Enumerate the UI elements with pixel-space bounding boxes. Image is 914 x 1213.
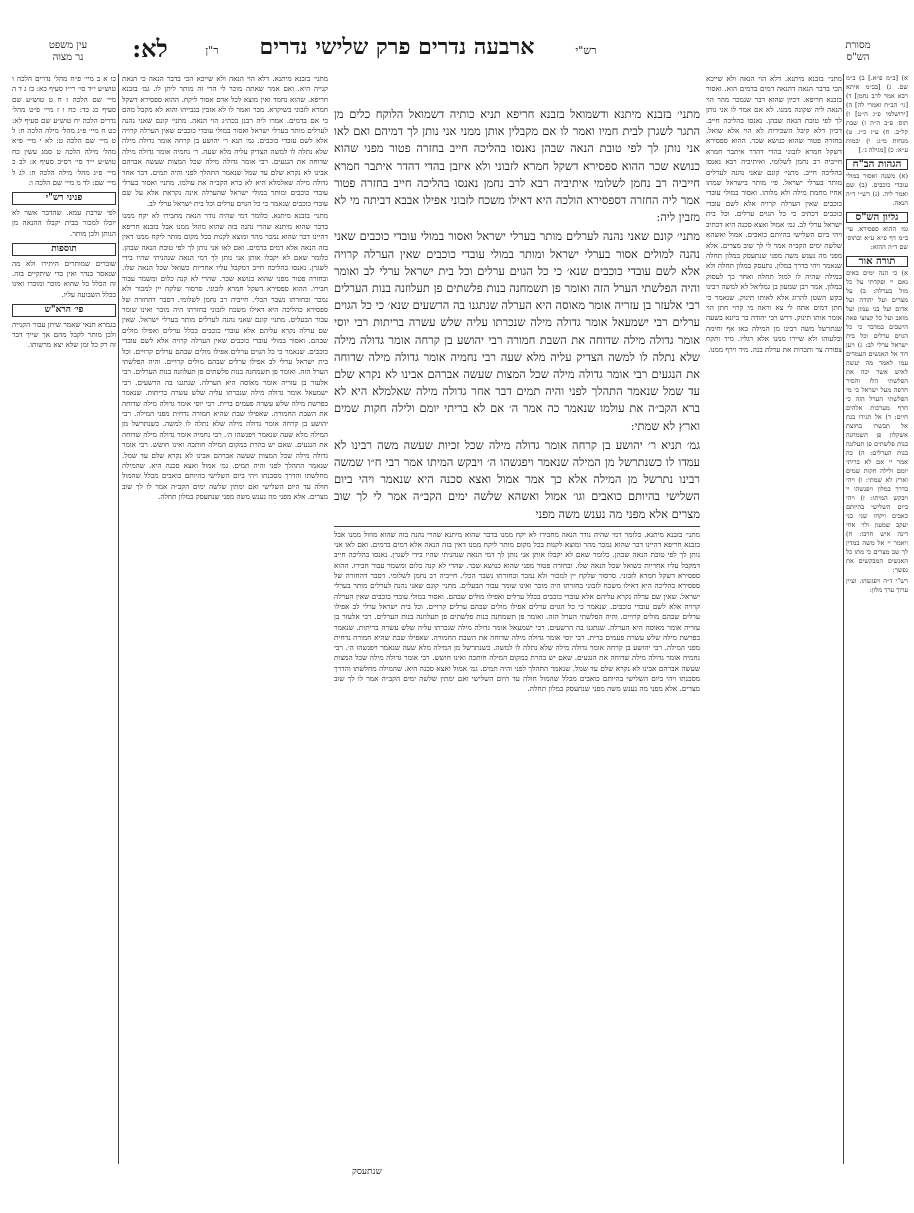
masoret-column [846, 74, 908, 1164]
masoret-label: מסורת הש"ס [845, 40, 871, 63]
gemara-paragraph: מתני׳ קונם שאני נהנה לערלים מותר בערלי ישראל ואסור במולי עובדי כוכבים שאני נהנה למולים אסור בערלי ישראל ומותר במולי עובדי כוכבים שאין הערלה קרויה אלא לשם עובדי כוכבים שנא׳ כי כל הגוים ערלים וכל בית ישראל ערלי לב ואומר והיה הפלשתי הערל הזה ואומר פן תשמחנה בנות פלשתים פן תעלוזנה בנות הערלים רבי אלעזר בן עזריה אומר מאוסה היא הערלה שנתגנו בה הרשעים שנא׳ כי כל הגוים ערלים רבי ישמעאל אומר גדולה מילה שנכרתו עליה שלש עשרה בריתות רבי יוסי אומר גדולה מילה שדוחה את השבת חמורה רבי יהושע בן קרחה אומר גדולה מילה שלא נתלה לו למשה הצדיק עליה מלא שעה רבי נחמיה אומר גדולה מילה שדוחה את הנגעים רבי אומר גדולה מילה שכל המצות שעשה אברהם אבינו לא נקרא שלם עד שמל שנאמר התהלך לפני והיה תמים דבר אחר גדולה מילה שאלמלא היא לא ברא הקב״ה את עולמו שנאמר כה אמר ה׳ אם לא בריתי יומם ולילה חקות שמים וארץ לא שמתי: [334, 229, 700, 433]
tosafot-heading: תוספות [12, 243, 116, 255]
gilyon-heading: גליון הש"ס [846, 212, 908, 223]
gilyon-text: גמ׳ ההוא ספסירא. עי׳ ב״מ דף פ״א ע״א ובתוס׳ שם ד״ה ההוא: [846, 225, 908, 251]
hagahot-text: (א) משנה ואסור במולי עובדי כוכבים. (ב) שם ואמר ליה. (ג) רש״י ד״ה הנאה. [846, 172, 908, 207]
masoret-text: א) [ב״מ פ״א.] ב) ב״מ שם. ג) [בב״מ איתא רבא אמר לרב נחמן] ד) [גי׳ הב״ח ואמרי לה] ה) [ירושלמי פ״ג ה״ט] ו) תוס׳ פ״ב ה״ה ז) שבת קל״ב. ח) ע״ז כ״ז. ט) מנחות מ״ג: י) יבמות ע״א: כ) [מגילה ג׳.] [846, 74, 908, 154]
ein-mishpat-text: כו א ב מיי׳ פ״ח מהל׳ נדרים הלכה ו טוש״ע י״ד סי׳ רי״ז סעיף כא: כז ג ד ה מיי׳ שם הלכה ז ח ט טוש״ע שם סעיף כג כד: כח ו ז מיי׳ פ״ט מהל׳ נדרים הלכה יח טוש״ע שם סעיף לא: כט ח מיי׳ פ״ג מהל׳ מילה הלכה ח: ל ט מיי׳ שם הלכה ט: לא י מיי׳ פ״א מהל׳ מילה הלכה ט סמג עשין כח טוש״ע י״ד סי׳ רס״ב סעיף א: לב כ מיי׳ פ״ג מהל׳ מילה הלכה ח: לג ל מיי׳ שם: לד מ מיי׳ שם הלכה ו: [12, 74, 116, 188]
ran-commentary-text: מתני׳ בזבנא מיתנא. דלא הוי הנאה ולא שייכא הכי בדבר הנאה כי הנאת קנייה היא. ואם אמר שאתה מוכר לי הרי זה מותר ליתן לו. גמ׳ בזבנא חריפא. שהוא נחמד ואין מוצא לכל אדם אסור ליקח. ההוא ספסירא דשקל חמרא לזבוני בשיקרא. מכר ואמר לו לא אזבין בגבייהו והוא לא מקבל מהם כי אם בדמים. אמרו ליה רבנן בכה״ג הוי הנאה. מתני׳ קונם שאני נהנה לערלים מותר בערלי ישראל ואסור במולי עובדי כוכבים שאין הערלה קרויה אלא לשם עובדי כוכבים. גמ׳ תנא ר׳ יהושע בן קרחה אומר גדולה מילה שלא נתלה לו למשה הצדיק עליה מלא שעה. ר׳ נחמיה אומר גדולה מילה שדוחה את הנגעים. רבי אומר גדולה מילה שכל המצות שעשה אברהם אבינו לא נקרא שלם עד שמל שנאמר התהלך לפני והיה תמים. דבר אחר גדולה מילה שאלמלא היא לא ברא הקב״ה את עולמו. מתני׳ ואסור בערלי עובדי כוכבים ומותר במולי ישראל שהערלה אינה נקראת אלא על שם עובדי כוכבים שנאמר כי כל הגוים ערלים וכל בית ישראל ערלי לב. [122, 74, 328, 208]
rashi-commentary-column [706, 74, 842, 1154]
ran-commentary-column [122, 74, 328, 1154]
gemara-main-column [334, 106, 700, 1166]
column-divider [843, 74, 844, 1164]
column-divider [118, 74, 119, 1164]
catchword: שנתעסק [352, 1167, 382, 1177]
penei-rashi-text: לפי שרבת עמא. שהדבר אשר לא יוכלו למכור בבית יקבלו ההנאה מן הנותן ולכן מותר. [12, 207, 116, 238]
torah-or-text: א) כי הנה ימים באים נאם יי ופקדתי על כל מול בערלה: ב) על מצרים ועל יהודה ועל אדום ועל בני עמון ועל מואב ועל כל קצוצי פאה הישבים במדבר כי כל הגוים ערלים וכל בית ישראל ערלי לב: ג) ויען דוד אל האנשים העמדים עמו לאמר מה יעשה לאיש אשר יכה את הפלשתי הלז והסיר חרפה מעל ישראל כי מי הפלשתי הערל הזה כי חרף מערכות אלהים חיים: ד) אל תגידו בגת אל תבשרו בחוצת אשקלון פן תשמחנה בנות פלשתים פן תעלזנה בנות הערלים: ה) כה אמר יי אם לא בריתי יומם ולילה חקות שמים וארץ לא שמתי: ו) ויהי בדרך במלון ויפגשהו יי ויבקש המיתו: ז) ויהי ביום השלישי בהיותם כאבים ויקחו שני בני יעקב שמעון ולוי אחי דינה איש חרבו: ח) ויאמר יי אל משה במדין לך שב מצרים כי מתו כל האנשים המבקשים את נפשך: [846, 269, 908, 574]
penei-rashi-heading: פניני רש"י [12, 192, 116, 204]
gemara-paragraph: גמ׳ תניא ר׳ יהושע בן קרחה אומר גדולה מילה שכל זכיות שעשה משה רבינו לא עמדו לו כשנתרשל מן המילה שנאמר ויפגשהו ה׳ ויבקש המיתו אמר רבי ח״ו שמשה רבינו נתרשל מן המילה אלא כך אמר אמול ואצא סכנה היא שנאמר ויהי ביום השלישי בהיותם כואבים וגו׳ אמול ואשהא שלשה ימים הקב״ה אמר לי לך שוב מצרים אלא מפני מה נענש משה מפני [334, 437, 700, 521]
rashi-masoret-note: רש"י ד״ה ויפגשהו. ועיין ערוך ערך מלון: [846, 577, 908, 594]
tosafot-left-text: שוברים שמותרים היתירו ולא מה שנאסר בנדר ואין כדי שיתקיים בזה. זה הכלל כל שהוא מוכר ומוכרו ואינו בכלל השבועה עליו. [12, 258, 116, 299]
section-divider [334, 526, 700, 527]
rashi-bottom-commentary: מתני׳ בזבנא מיתנא. כלומר דמי שהיה נודר הנאה מחבירו לא יקח ממנו בדבר שהוא מיתנא שהרי נהנה בזה שהוא מוזול ממנו אבל בזבנא חריפא דהיינו דבר שהוא נמכר מהר ומוצא לקנות בכל מקום מותר ליקח ממנו דאין בזה הנאה אלא דמים בדמים. ואם לאו אני נותן לך לפי טובת הנאה שבהן. כלומר שאם לא יקבלו אותן אני נותן לך דמי הנאה שנהניתי שהיו בידי לשגרן. נאנסו בהליכה חייב דמקבל עליו אחריות כשואל שכל הנאה שלו. ובחזרה פטור מפני שהוא כנושא שכר. שהרי לא קנה כלום ומשמר עבור חבירו. ההוא ספסירא דשקל חמרא לזבוני. סרסור שלקח יין למכור ולא נמכר ובחזרתו נשבר הכלי. חייביה רב נחמן לשלומי. דסבר דהחזרה של ספסירא כהליכה היא דאילו משכח לזבוני בחזרתו היה מוכר ואינו שומר עבור הבעלים. מתני׳ קונם שאני נהנה לערלים מותר בערלי ישראל. שאין שם ערלה נקרא עליהם אלא עובדי כוכבים בכלל ערלים ואפילו מולים שבהם. ואסור במולי עובדי כוכבים שאין הערלה קרויה אלא לשם עובדי כוכבים. שנאמר כי כל הגוים ערלים אפילו מולים שבהם ערלים קרויים. וכל בית ישראל ערלי לב אפילו ערלים שבהם מולים קרויים. והיה הפלשתי הערל הזה. ואומר פן תשמחנה בנות פלשתים פן תעלוזנה בנות הערלים. רבי אלעזר בן עזריה אומר מאוסה היא הערלה. שנתגנו בה הרשעים. רבי ישמעאל אומר גדולה מילה שנכרתו עליה שלש עשרה בריתות. שנאמר בפרשת מילה שלש עשרה פעמים ברית. רבי יוסי אומר גדולה מילה שדוחה את השבת החמורה. שאפילו שבת שהיא חמורה נדחית מפני המילה. רבי יהושע בן קרחה אומר גדולה מילה שלא נתלה לו למשה. כשנתרשל מן המילה מלא שעה שנאמר ויפגשהו ה׳. רבי נחמיה אומר גדולה מילה שדוחה את הנגעים. שאם יש בהרת במקום המילה חותכה ואינו חושש. רבי אומר גדולה מילה שכל המצות שעשה אברהם אבינו לא נקרא שלם עד שמל. שנאמר התהלך לפני והיה תמים. גמ׳ אמול ואצא סכנה היא. שהמילה מחלשתו והדרך מסכנתו ויהי ביום השלישי בהיותם כואבים מכלל שהמול חולה עד היום השלישי ואם ימתין שלשה ימים הקב״ה אמר לו לך שוב מצרים. אלא מפני מה נענש משה מפני שנתעסק במלון תחלה. [334, 529, 700, 694]
gemara-paragraph: מתני׳ בזבנא מיתנא ודשמואל בזבנא חריפא תניא כותיה דשמואל הלוקח כלים מן התגר לשגרן לבית חמיו ואמר לו אם מקבלין אותן ממני אני נותן לך דמיהם ואם לאו אני נותן לך לפי טובת הנאה שבהן נאנסו בהליכה חייב בחזרה פטור מפני שהוא כנושא שכר ההוא ספסירא דשקל חמרא לזבוני ולא איזבן בהדי דהדר איתבר חמרא חייביה רב נחמן לשלומי איתיביה רבא לרב נחמן נאנסו בהליכה חייב בחזרה פטור אמר ליה החזרה דספסירא הולכה היא דאילו משכח לזבוני אפילו אבבא דביתה מי לא מזבין ליה: [334, 107, 700, 225]
torah-or-heading: תורה אור [846, 256, 908, 267]
daf-number: לא: [132, 34, 168, 63]
rosh-heading: פי׳ הרא"ש [12, 304, 116, 316]
rosh-text: בגמרא תנאי שאמר שיתן עבור הקנייה ולכן מותר לקבל מהם אך שייך דבר זה רק כל זמן שלא יצא מרשותו. [12, 319, 116, 350]
ran-label: ר"ן [205, 44, 219, 57]
rashi-commentary-text: מתני׳ בזבנא מיתנא. דלא הוי הנאה ולא שייכא הכי בדבר הנאה דהנאה דמים בדמים הוא. ואסור בזבנא חריפא. דכיון שהוא דבר שנמכר מהר הוי הנאה ליה שקונה ממנו. לא אם אמר לו אני נותן לך לפי טובת הנאה שבהן. נאנסו בהליכה חייב. דכיון דלא קיבל השכירות לא הוי אלא שואל. בחזרה פטור שהוא כנושא שכר. ההוא ספסירא דשקל חמרא לזבוני בהדי דהדר איתבר חמרא חייביה רב נחמן לשלומי. ואיתיביה רבא נאנסו בהליכה חייב. מתני׳ קונם שאני נהנה לערלים מותר בערלי ישראל. פי׳ מותר בישראל שמתו אחיו מחמת מילה ולא מלוהו. ואסור במולי עובדי כוכבים שאין הערלה קרויה אלא לשם עובדי כוכבים דכתיב כי כל הגוים ערלים. וכל בית ישראל ערלי לב. גמ׳ אמול ואצא סכנה היא דכתיב ויהי ביום השלישי בהיותם כואבים. אמול ואשהא שלשה ימים הקב״ה אמר לי לך שוב מצרים. אלא מפני מה נענש משה מפני שנתעסק במלון תחלה שנאמר ויהי בדרך במלון. נתעסק במלון תחלה ולא במילה שהיה לו למול תחלה ואחר כך לעסוק במלון. אמר רבן שמעון בן גמליאל לא למשה רבינו בקש השטן להרוג אלא לאותו תינוק. שנאמר כי חתן דמים אתה לי צא וראה מי קרוי חתן הוי אומר אותו תינוק. דרש רבי יהודה בר ביזנא בשעה שנתרשל משה רבינו מן המילה באו אף וחימה ובלעוהו ולא שיירו ממנו אלא רגליו. מיד ותקח צפורה צר ותכרות את ערלת בנה. מיד וירף ממנו. [706, 74, 842, 354]
ein-mishpat-column [12, 74, 116, 634]
ran-commentary-text-cont: מתני׳ בזבנא מיתנא. כלומר דמי שהיה נודר הנאה מחבירו לא יקח ממנו בדבר שהוא מיתנא שהרי נהנה בזה שהוא מוזול ממנו אבל בזבנא חריפא דהיינו דבר שהוא נמכר מהר ומוצא לקנות בכל מקום מותר ליקח ממנו דאין בזה הנאה אלא דמים בדמים. ואם לאו אני נותן לך לפי טובת הנאה שבהן. כלומר שאם לא יקבלו אותן אני נותן לך דמי הנאה שנהניתי שהיו בידי לשגרן. נאנסו בהליכה חייב דמקבל עליו אחריות כשואל שכל הנאה שלו. ובחזרה פטור מפני שהוא כנושא שכר. שהרי לא קנה כלום ומשמר עבור חבירו. ההוא ספסירא דשקל חמרא לזבוני. סרסור שלקח יין למכור ולא נמכר ובחזרתו נשבר הכלי. חייביה רב נחמן לשלומי. דסבר דהחזרה של ספסירא כהליכה היא דאילו משכח לזבוני בחזרתו היה מוכר ואינו שומר עבור הבעלים. מתני׳ קונם שאני נהנה לערלים מותר בערלי ישראל. שאין שם ערלה נקרא עליהם אלא עובדי כוכבים בכלל ערלים ואפילו מולים שבהם. ואסור במולי עובדי כוכבים שאין הערלה קרויה אלא לשם עובדי כוכבים. שנאמר כי כל הגוים ערלים אפילו מולים שבהם ערלים קרויים. וכל בית ישראל ערלי לב אפילו ערלים שבהם מולים קרויים. והיה הפלשתי הערל הזה. ואומר פן תשמחנה בנות פלשתים פן תעלוזנה בנות הערלים. רבי אלעזר בן עזריה אומר מאוסה היא הערלה. שנתגנו בה הרשעים. רבי ישמעאל אומר גדולה מילה שנכרתו עליה שלש עשרה בריתות. שנאמר בפרשת מילה שלש עשרה פעמים ברית. רבי יוסי אומר גדולה מילה שדוחה את השבת החמורה. שאפילו שבת שהיא חמורה נדחית מפני המילה. רבי יהושע בן קרחה אומר גדולה מילה שלא נתלה לו למשה. כשנתרשל מן המילה מלא שעה שנאמר ויפגשהו ה׳. רבי נחמיה אומר גדולה מילה שדוחה את הנגעים. שאם יש בהרת במקום המילה חותכה ואינו חושש. רבי אומר גדולה מילה שכל המצות שעשה אברהם אבינו לא נקרא שלם עד שמל. שנאמר התהלך לפני והיה תמים. גמ׳ אמול ואצא סכנה היא. שהמילה מחלשתו והדרך מסכנתו ויהי ביום השלישי בהיותם כואבים מכלל שהמול חולה עד היום השלישי ואם ימתין שלשה ימים הקב״ה אמר לו לך שוב מצרים. אלא מפני מה נענש משה מפני שנתעסק במלון תחלה. [122, 211, 328, 502]
page-title: ארבעה נדרים פרק שלישי נדרים [259, 34, 535, 60]
rashi-label: רש"י [575, 44, 597, 57]
ein-mishpat-label: עין משפט נר מצוה [48, 40, 88, 63]
hagahot-heading: הגהות הב"ח [846, 159, 908, 170]
